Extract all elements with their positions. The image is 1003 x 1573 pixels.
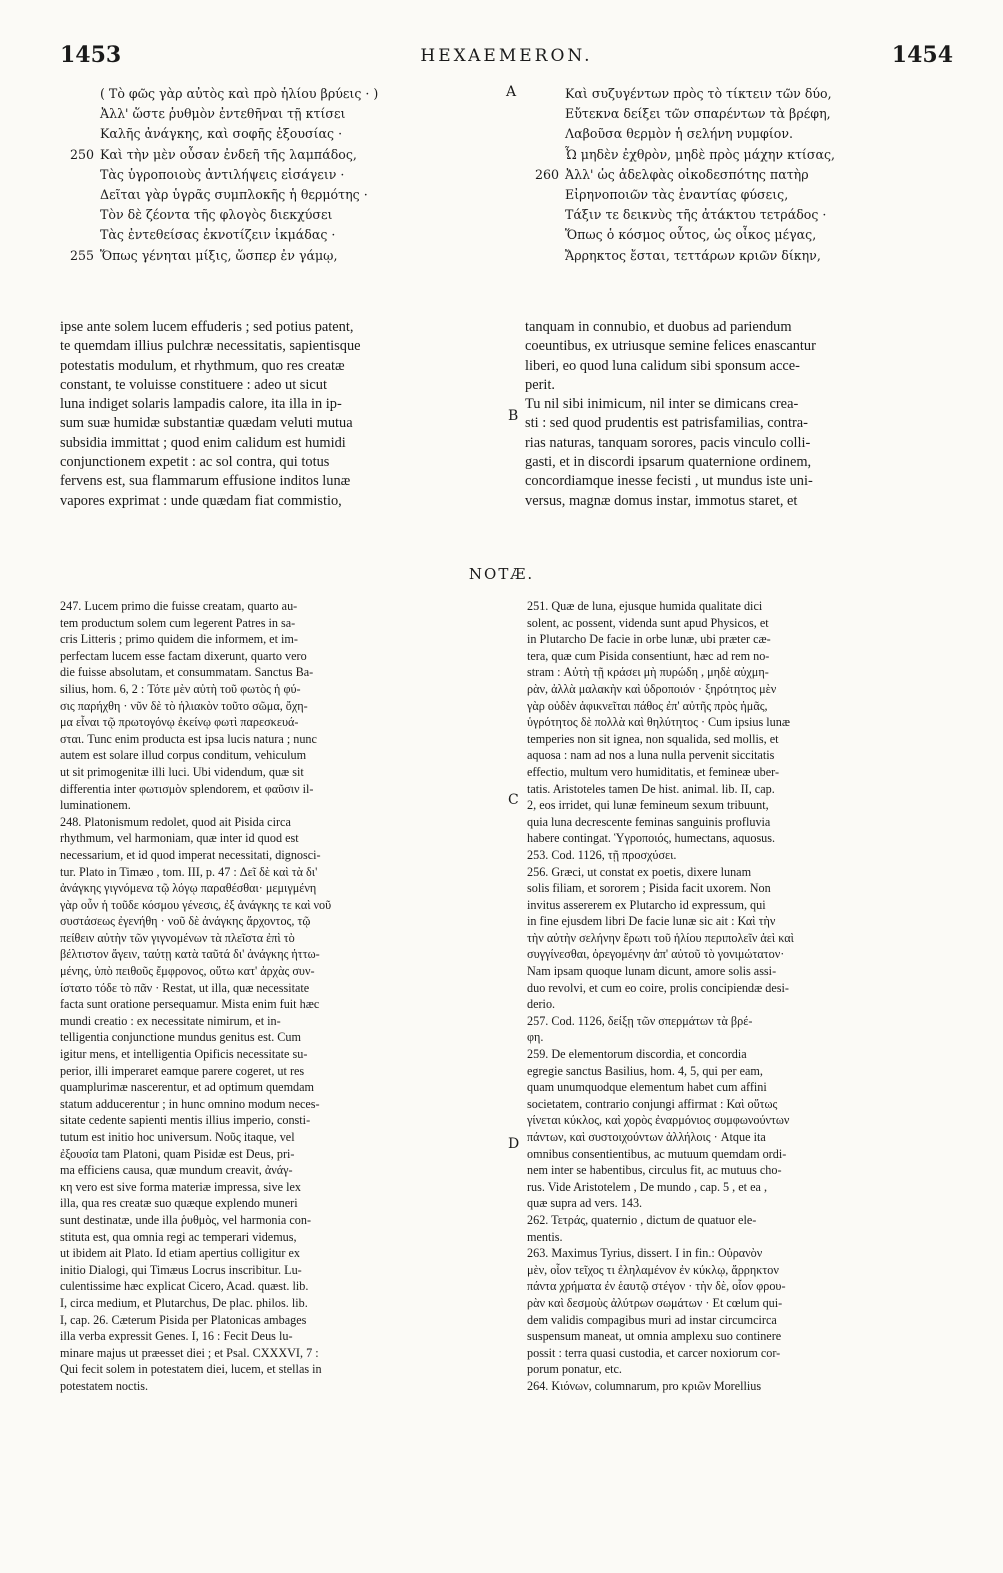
note-line: I, circa medium, et Plutarchus, De plac. philos. lib.: [60, 1295, 308, 1310]
note-line: σται. Tunc enim producta est ipsa lucis natura ; nunc: [60, 731, 317, 746]
latin-translation-left: [60, 318, 500, 511]
note-line: tem productum solem cum legerent Patres in sa-: [60, 615, 296, 630]
note-line: γὰρ οὐδὲν ἀφικνεῖται πάθος ἐπ' αὐτῆς πρὸς ἡμᾶς,: [527, 698, 768, 713]
note-line: I, cap. 26. Cæterum Pisida per Platonicas ambages: [60, 1312, 307, 1327]
note-line: 248. Platonismum redolet, quod ait Pisida circa: [60, 814, 291, 829]
note-line: ρὰν καὶ δεσμοὺς ἀλύτρων σωμάτων · Et cœlum qui-: [527, 1295, 783, 1310]
latin-line: luna indiget solaris lampadis calore, ita illa in ip-: [60, 396, 342, 413]
note-line: ut sit primogenitæ illi luci. Ubi videndum, quæ sit: [60, 764, 304, 779]
latin-translation-right: [525, 318, 965, 511]
verse-text: Λαβοῦσα θερμὸν ἡ σελήνη νυμφίον.: [565, 126, 794, 142]
section-marker-b: B: [508, 408, 519, 424]
verse-line: [100, 205, 470, 225]
note-line: porum ponatur, etc.: [527, 1362, 622, 1377]
note-line: μὲν, οἷον τεῖχος τι ἐληλαμένον ἐν κύκλῳ, ἄρρηκτον: [527, 1262, 779, 1277]
note-line: quæ supra ad vers. 143.: [527, 1196, 643, 1211]
note-line: sunt destinatæ, unde illa ῥυθμὸς, vel harmonia con-: [60, 1212, 312, 1227]
verse-line: [565, 124, 965, 144]
note-line: Qui fecit solem in potestatem diei, lucem, et stellas in: [60, 1362, 322, 1377]
latin-line: coeuntibus, ex utriusque semine felices enascantur: [525, 338, 816, 355]
verse-line: [69, 145, 470, 165]
note-line: γὰρ οὖν ἡ τοῦδε κόσμου γένεσις, ἐξ ἀνάγκης τε καὶ νοῦ: [60, 897, 332, 912]
note-line: 251. Quæ de luna, ejusque humida qualitate dici: [527, 599, 763, 613]
verse-line: [100, 185, 470, 205]
note-line: 264. Κιόνων, columnarum, pro κριῶν Morellius: [527, 1378, 762, 1393]
note-line: in fine ejusdem libri De facie lunæ sic ait : Καὶ τὴν: [527, 914, 776, 929]
latin-line: subsidia immittat ; quod enim calidum est humidi: [60, 434, 346, 451]
note-line: ut ibidem ait Plato. Id etiam apertius colligitur ex: [60, 1246, 300, 1261]
verse-text: Τὰς ὑγροποιοὺς ἀντιλήψεις εἰσάγειν ·: [100, 166, 345, 182]
notes-column-left: [60, 598, 500, 1395]
note-line: societatem, contrario conjungi affirmat : Καὶ οὕτως: [527, 1096, 778, 1111]
verse-line: [100, 84, 470, 104]
verse-text: Εἰρηνοποιῶν τὰς ἐναντίας φύσεις,: [565, 187, 789, 203]
note-line: φη.: [527, 1030, 544, 1045]
notes-heading: NOTÆ.: [468, 565, 535, 583]
verse-line: [69, 246, 470, 266]
latin-line: constant, te voluisse constituere : adeo ut sicut: [60, 376, 327, 393]
note-line: τὴν αὐτὴν σελήνην ἔρωτι τοῦ ἡλίου περιπολεῖν ἀεὶ καὶ: [527, 930, 794, 945]
note-line: μένης, ὑπὸ πειθοῦς ἔμφρονος, οὕτω κατ' ἀρχὰς συν-: [60, 964, 315, 979]
note-line: ma efficiens causa, quæ mundum creavit, ἀνάγ-: [60, 1163, 293, 1178]
note-line: 257. Cod. 1126, δείξῃ τῶν σπερμάτων τὰ βρέ-: [527, 1013, 753, 1028]
latin-line: vapores exprimat : unde quædam fiat commistio,: [60, 492, 342, 509]
verse-text: Ἀλλ' ὡς ἀδελφὰς οἰκοδεσπότης πατὴρ: [565, 166, 809, 182]
note-line: stituta est, qua omnia regi ac temperari videmus,: [60, 1229, 297, 1244]
note-line: quamplurimæ nascerentur, et ad optimum quemdam: [60, 1080, 315, 1095]
note-line: ἐξουσία tam Platoni, quam Pisidæ est Deus, pri-: [60, 1146, 295, 1161]
note-line: silius, hom. 6, 2 : Τότε μὲν αὐτὴ τοῦ φωτὸς ἡ φύ-: [60, 681, 301, 696]
verse-text: Ὅπως γένηται μίξις, ὥσπερ ἐν γάμῳ,: [100, 247, 338, 263]
note-line: autem est solare illud corpus conditum, vehiculum: [60, 748, 307, 763]
note-line: potestatem noctis.: [60, 1378, 149, 1393]
section-marker-a: A: [506, 84, 517, 100]
note-line: σις παρήχθη · νῦν δὲ τὸ ἡλιακὸν τοῦτο σῶμα, ὄχη-: [60, 698, 308, 713]
latin-line: perit.: [525, 376, 555, 393]
verse-text: Τὰς ἐντεθείσας ἐκνοτίζειν ἰκμάδας ·: [100, 227, 336, 243]
latin-line: concordiamque inesse fecisti , ut mundus iste uni-: [525, 473, 813, 490]
verse-line: [100, 124, 470, 144]
latin-line: sti : sed quod prudentis est patrisfamilias, contra-: [525, 415, 808, 432]
note-line: tatis. Aristoteles tamen De hist. animal. lib. II, cap.: [527, 781, 775, 796]
latin-line: rias naturas, tanquam sorores, pacis vinculo colli-: [525, 434, 811, 451]
page-number-left: 1453: [60, 42, 122, 68]
verse-line: [100, 225, 470, 245]
note-line: culentissime hæc explicat Cicero, Acad. quæst. lib.: [60, 1279, 309, 1294]
notes-column-right: [527, 598, 967, 1395]
note-line: habere contingat. Ὑγροποιός, humectans, aquosus.: [527, 831, 776, 846]
note-line: quam unumquodque elementum habet cum affini: [527, 1080, 767, 1095]
verse-number: 260: [534, 166, 559, 182]
verse-number: 255: [69, 247, 94, 263]
note-line: tera, quæ cum Pisida consentiunt, hæc ad rem no-: [527, 648, 770, 663]
verse-line: [565, 205, 965, 225]
note-line: solis filiam, et sororem ; Pisida facit uxorem. Non: [527, 881, 771, 896]
verse-number: 250: [69, 146, 94, 162]
note-line: telligentia conjunctione mundus genitus est. Cum: [60, 1030, 302, 1045]
note-line: aquosa : nam ad nos a luna nulla pervenit siccitatis: [527, 748, 775, 763]
note-line: 263. Maximus Tyrius, dissert. I in fin.: Οὐρανὸν: [527, 1246, 763, 1261]
note-line: συστάσεως ἐγενήθη · νοῦ δὲ ἀνάγκης ἄρχοντος, τῷ: [60, 914, 311, 929]
note-line: 253. Cod. 1126, τῇ προσχύσει.: [527, 847, 677, 862]
note-line: igitur mens, et intelligentia Opificis necessitate su-: [60, 1047, 308, 1062]
note-line: rhythmum, vel harmoniam, quæ inter id quod est: [60, 831, 299, 846]
verse-line: [565, 185, 965, 205]
latin-line: conjunctionem expetit : ac sol contra, qui totus: [60, 454, 330, 471]
verse-text: Δεῖται γὰρ ὑγρᾶς συμπλοκῆς ἡ θερμότης ·: [100, 187, 368, 203]
page-number-right: 1454: [891, 42, 953, 68]
note-line: tutum est initio hoc universum. Νοῦς itaque, vel: [60, 1130, 295, 1144]
note-line: derio.: [527, 997, 556, 1012]
latin-line: sum suæ humidæ substantiæ quædam veluti mutua: [60, 415, 353, 432]
latin-line: te quemdam illius pulchræ necessitatis, sapientisque: [60, 338, 361, 355]
note-line: duo revolvi, et cum eo coire, prolis concipiendæ desi-: [527, 980, 789, 995]
verse-line: [534, 165, 965, 185]
note-line: ρὰν, ἀλλὰ μαλακὴν καὶ ὑδροποιόν · ξηρότητος μὲν: [527, 681, 777, 696]
verse-text: ( Τὸ φῶς γὰρ αὐτὸς καὶ πρὸ ἡλίου βρύεις · ): [100, 86, 379, 101]
note-line: suspensum maneat, ut omnia amplexu suo continere: [527, 1329, 782, 1344]
note-line: ἀνάγκης γιγνόμενα τῷ λόγῳ παραθέσθαι· μεμιγμένη: [60, 881, 317, 896]
greek-verse-right: [534, 84, 965, 266]
note-line: egregie sanctus Basilius, hom. 4, 5, qui per eam,: [527, 1063, 763, 1078]
note-line: tur. Plato in Timæo , tom. III, p. 47 : Δεῖ δὲ καὶ τὰ δι': [60, 864, 318, 879]
note-line: perfectam lucem esse factam dixerunt, quarto vero: [60, 648, 307, 663]
verse-line: [100, 104, 470, 124]
note-line: 259. De elementorum discordia, et concordia: [527, 1047, 747, 1062]
note-line: ὑγρότητος δὲ πολλὰ καὶ θηλύτητος · Cum ipsius lunæ: [527, 715, 791, 730]
note-line: sitate cedente sapienti mentis illius imperio, consti-: [60, 1113, 311, 1128]
note-line: ίστατο τόδε τὸ πᾶν · Restat, ut illa, quæ necessitate: [60, 980, 310, 995]
note-line: cris Litteris ; primo quidem die informem, et im-: [60, 632, 298, 647]
latin-line: liberi, eo quod luna calidum sibi sponsum acce-: [525, 357, 800, 374]
verse-text: Καὶ τὴν μὲν οὖσαν ἐνδεῆ τῆς λαμπάδος,: [100, 146, 357, 162]
latin-line: fervens est, sua flammarum effusione inditos lunæ: [60, 473, 351, 490]
running-header: [60, 42, 953, 76]
note-line: rus. Vide Aristotelem , De mundo , cap. 5 , et ea ,: [527, 1179, 768, 1194]
note-line: mentis.: [527, 1229, 563, 1244]
latin-line: potestatis modulum, et rhythmum, quo res creatæ: [60, 357, 345, 374]
note-line: facta sunt oratione persequamur. Mista enim fuit hæc: [60, 997, 320, 1012]
note-line: perior, illi imperaret eamque parere cogeret, ut res: [60, 1063, 305, 1078]
note-line: quia luna decrescente feminas sanguinis profluvia: [527, 814, 771, 829]
latin-line: ipse ante solem lucem effuderis ; sed potius patent,: [60, 319, 354, 335]
verse-line: [565, 225, 965, 245]
verse-line: [565, 84, 965, 104]
verse-text: Ἄρρηκτος ἔσται, τεττάρων κριῶν δίκην,: [565, 247, 821, 263]
verse-text: Καὶ συζυγέντων πρὸς τὸ τίκτειν τῶν δύο,: [565, 86, 832, 101]
note-line: differentia inter φωτισμὸν splendorem, et φαῦσιν il-: [60, 781, 314, 796]
section-marker-d: D: [508, 1136, 520, 1152]
note-line: temperies non sit ignea, non squalida, sed mollis, et: [527, 731, 779, 746]
note-line: 247. Lucem primo die fuisse creatam, quarto au-: [60, 599, 298, 613]
note-line: nem inter se habentibus, circulus fit, ac mutuus cho-: [527, 1163, 782, 1178]
verse-text: Ὅπως ὁ κόσμος οὗτος, ὡς οἶκος μέγας,: [565, 227, 817, 243]
verse-text: Τάξιν τε δεικνὺς τῆς ἀτάκτου τετράδος ·: [565, 207, 827, 223]
note-line: minare majus ut præesset diei ; et Psal. CXXXVI, 7 :: [60, 1345, 319, 1360]
note-line: γίνεται κύκλος, καὶ χορὸς ἐναρμόνιος συμφωνούντων: [527, 1113, 790, 1128]
greek-verse-left: [69, 84, 470, 266]
latin-line: versus, magnæ domus instar, immotus staret, et: [525, 492, 798, 509]
verse-text: Ὦ μηδὲν ἐχθρὸν, μηδὲ πρὸς μάχην κτίσας,: [565, 146, 836, 162]
note-line: omnibus consentientibus, ac mutuum quemdam ordi-: [527, 1146, 787, 1161]
verse-text: Ἀλλ' ὥστε ῥυθμὸν ἐντεθῆναι τῇ κτίσει: [100, 106, 346, 122]
note-line: necessarium, et id quod imperat necessitati, dignosci-: [60, 847, 321, 862]
latin-line: gasti, et in discordi ipsarum quaternione ordinem,: [525, 454, 812, 471]
note-line: mundi creatio : ex necessitate nimirum, et in-: [60, 1013, 281, 1028]
note-line: illa, qua res creatæ suo quæque explendo muneri: [60, 1196, 298, 1211]
running-title: HEXAEMERON.: [420, 46, 593, 66]
note-line: πείθειν αὐτὴν τῶν γιγνομένων τὰ πλεῖστα ἐπὶ τὸ: [60, 930, 295, 945]
note-line: initio Dialogi, qui Timæus Locrus inscribitur. Lu-: [60, 1262, 302, 1277]
note-line: 262. Τετράς, quaternio , dictum de quatuor ele-: [527, 1212, 757, 1227]
note-line: Nam ipsam quoque lunam dicunt, amore solis assi-: [527, 964, 777, 979]
verse-text: Τὸν δὲ ζέοντα τῆς φλογὸς διεκχύσει: [100, 207, 333, 223]
note-line: 256. Græci, ut constat ex poetis, dixere lunam: [527, 864, 752, 879]
note-line: statum adducerentur ; in hunc omnino modum neces-: [60, 1096, 320, 1111]
note-line: luminationem.: [60, 798, 131, 813]
note-line: βέλτιστον ἄγειν, ταύτῃ κατὰ ταῦτά δι' ἀνάγκης ἡττω-: [60, 947, 320, 962]
note-line: dem validis compagibus muri ad instar circumcirca: [527, 1312, 777, 1327]
note-line: stram : Αὐτὴ τῇ κράσει μὴ πυρώδη , μηδὲ αὐχμη-: [527, 665, 769, 680]
note-line: συγγίνεσθαι, ὀρεγομένην ἀπ' αὐτοῦ τὸ γονιμώτατον·: [527, 947, 785, 962]
note-line: die fuisse absolutam, et consummatam. Sanctus Ba-: [60, 665, 314, 680]
note-line: πάντων, καὶ συστοιχούντων ἀλλήλοις · Atque ita: [527, 1130, 766, 1144]
section-marker-c: C: [508, 792, 519, 808]
verse-text: Καλῆς ἀνάγκης, καὶ σοφῆς ἐξουσίας ·: [100, 126, 343, 142]
note-line: invitus assererem ex Plutarcho id expressum, qui: [527, 897, 766, 912]
note-line: κη vero est sive forma materiæ impressa, sive lex: [60, 1179, 301, 1194]
note-line: μα εἶναι τῷ πρωτογόνῳ ἐκείνῳ φωτὶ παρεσκευά-: [60, 715, 299, 730]
note-line: illa verba expressit Genes. I, 16 : Fecit Deus lu-: [60, 1329, 293, 1344]
note-line: possit : terra quasi custodia, et carcer noxiorum cor-: [527, 1345, 781, 1360]
latin-line: tanquam in connubio, et duobus ad pariendum: [525, 319, 792, 335]
note-line: 2, eos irridet, qui lunæ femineum sexum tribuunt,: [527, 798, 769, 813]
note-line: πάντα χρήματα ἐν ἑαυτῷ στέγον · τὴν δὲ, οἷον φρου-: [527, 1279, 786, 1294]
note-line: solent, ac possent, videnda sunt apud Physicos, et: [527, 615, 769, 630]
verse-text: Εὔτεκνα δείξει τῶν σπαρέντων τὰ βρέφη,: [565, 106, 831, 122]
note-line: in Plutarcho De facie in orbe lunæ, ubi præter cæ-: [527, 632, 771, 647]
latin-line: Tu nil sibi inimicum, nil inter se dimicans crea-: [525, 396, 799, 413]
verse-line: [100, 165, 470, 185]
verse-line: [565, 246, 965, 266]
verse-line: [565, 145, 965, 165]
note-line: effectio, multum vero humiditatis, et femineæ uber-: [527, 764, 780, 779]
verse-line: [565, 104, 965, 124]
